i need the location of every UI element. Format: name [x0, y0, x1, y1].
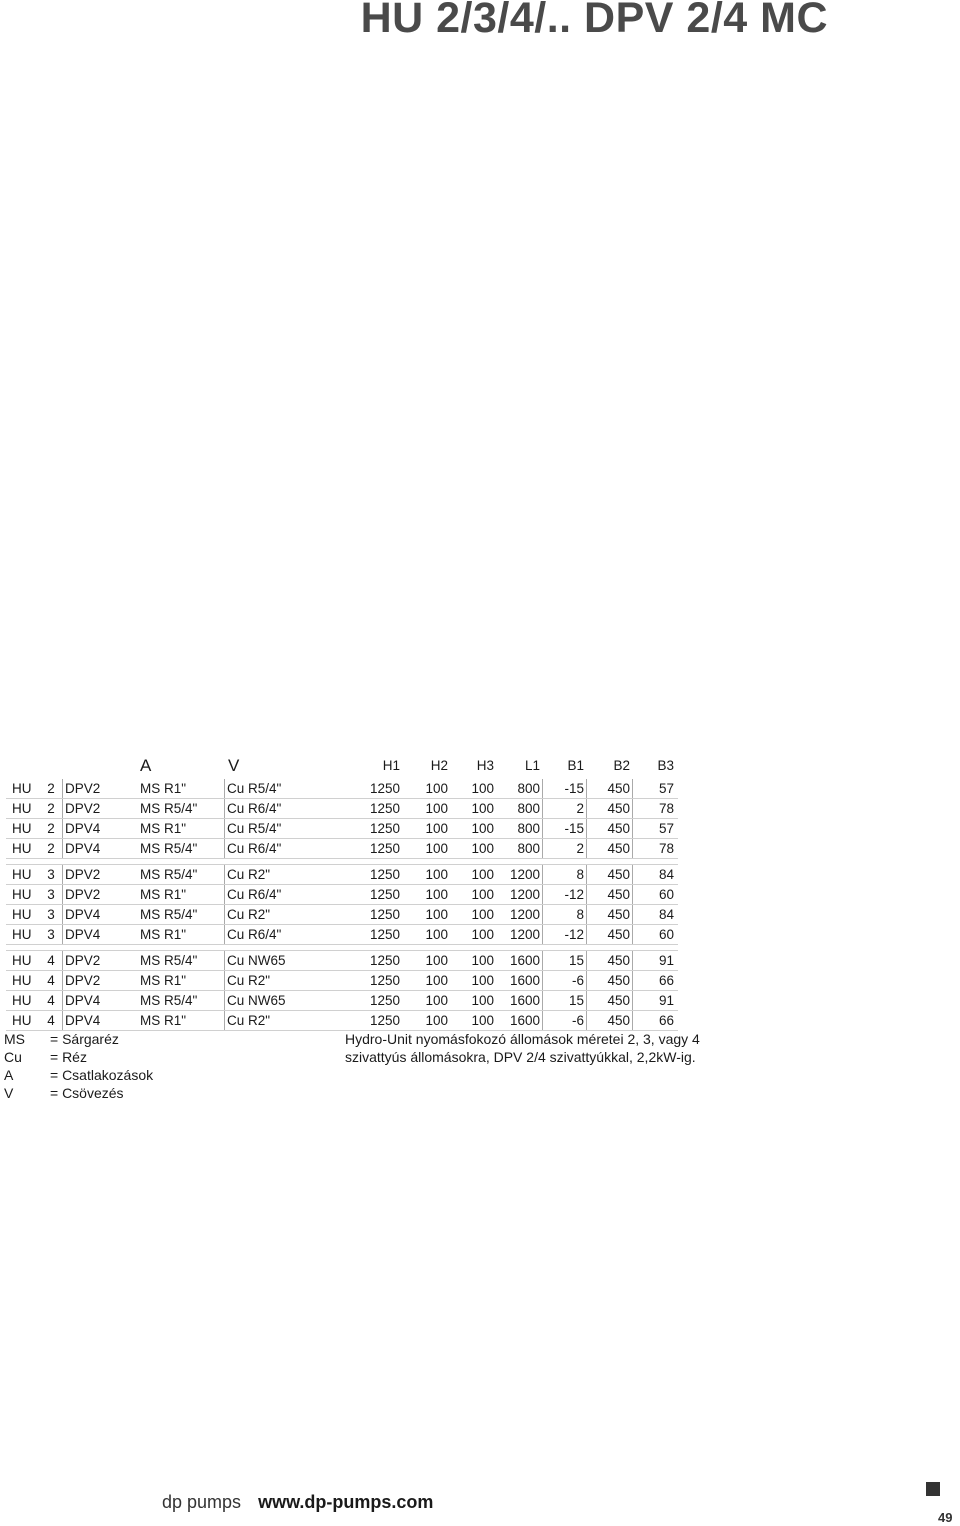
cell-b3: 66	[658, 1013, 674, 1028]
cell-b1: 15	[546, 951, 587, 970]
cell-h1: 1250	[369, 953, 400, 968]
cell-b2: 450	[590, 991, 633, 1010]
cell-h1: 1250	[369, 973, 400, 988]
cell-b2: 450	[590, 1011, 633, 1030]
cell-v: Cu NW65	[224, 951, 337, 970]
cell-a: MS R5/4"	[140, 993, 198, 1008]
cell-a: MS R1"	[140, 887, 187, 902]
cell-v: Cu R2"	[224, 905, 337, 924]
cell-h2: 100	[425, 821, 448, 836]
cell-b1: -6	[546, 971, 587, 990]
cell-b3: 91	[658, 953, 674, 968]
legend-item	[4, 1048, 174, 1066]
cell-h2: 100	[425, 907, 448, 922]
table-row	[6, 1011, 678, 1031]
cell-l1: 1200	[496, 885, 543, 904]
cell-h3: 100	[471, 781, 494, 796]
cell-l1: 1200	[496, 865, 543, 884]
cell-b1: -12	[546, 925, 587, 944]
cell-n: 3	[47, 907, 55, 922]
cell-b3: 91	[658, 993, 674, 1008]
cell-n: 2	[47, 801, 55, 816]
cell-h3: 100	[471, 867, 494, 882]
page-title: HU 2/3/4/.. DPV 2/4 MC	[360, 0, 828, 42]
cell-h1: 1250	[369, 821, 400, 836]
legend-item	[4, 1066, 174, 1084]
cell-v: Cu R2"	[224, 865, 337, 884]
table-row	[6, 905, 678, 925]
cell-h1: 1250	[369, 927, 400, 942]
legend-definition: = Réz	[50, 1049, 87, 1065]
cell-h1: 1250	[369, 867, 400, 882]
cell-pump: DPV2	[62, 885, 139, 904]
cell-unit: HU	[12, 927, 32, 942]
cell-b2: 450	[590, 799, 633, 818]
column-header-h1: H1	[382, 758, 400, 773]
cell-h3: 100	[471, 907, 494, 922]
legend-abbr: A	[4, 1067, 14, 1083]
column-header-h3: H3	[476, 758, 494, 773]
cell-b2: 450	[590, 951, 633, 970]
footer-brand: dp pumps	[162, 1492, 242, 1512]
cell-v: Cu NW65	[224, 991, 337, 1010]
dimensions-table	[6, 752, 678, 1031]
cell-n: 2	[47, 821, 55, 836]
page-number: 49	[938, 1510, 953, 1525]
cell-pump: DPV2	[62, 779, 139, 798]
cell-h1: 1250	[369, 993, 400, 1008]
legend-abbr: MS	[4, 1031, 25, 1047]
cell-unit: HU	[12, 1013, 32, 1028]
cell-h2: 100	[425, 801, 448, 816]
cell-unit: HU	[12, 841, 32, 856]
table-row	[6, 991, 678, 1011]
cell-b2: 450	[590, 925, 633, 944]
cell-b1: -6	[546, 1011, 587, 1030]
cell-b3: 57	[658, 821, 674, 836]
cell-h2: 100	[425, 841, 448, 856]
cell-v: Cu R2"	[224, 971, 337, 990]
cell-h2: 100	[425, 867, 448, 882]
cell-a: MS R5/4"	[140, 867, 198, 882]
column-header-l1: L1	[524, 758, 540, 773]
cell-b2: 450	[590, 779, 633, 798]
cell-n: 2	[47, 781, 55, 796]
cell-a: MS R1"	[140, 973, 187, 988]
cell-unit: HU	[12, 781, 32, 796]
cell-l1: 1600	[496, 951, 543, 970]
cell-l1: 1200	[496, 925, 543, 944]
cell-unit: HU	[12, 887, 32, 902]
cell-b1: 8	[546, 865, 587, 884]
cell-b3: 78	[658, 841, 674, 856]
cell-b3: 84	[658, 907, 674, 922]
legend-definition: = Csövezés	[50, 1085, 124, 1101]
table-row	[6, 819, 678, 839]
cell-l1: 1600	[496, 1011, 543, 1030]
cell-a: MS R5/4"	[140, 801, 198, 816]
cell-h2: 100	[425, 781, 448, 796]
cell-v: Cu R6/4"	[224, 839, 337, 858]
cell-unit: HU	[12, 993, 32, 1008]
cell-n: 3	[47, 867, 55, 882]
cell-l1: 800	[496, 799, 543, 818]
cell-v: Cu R5/4"	[224, 779, 337, 798]
cell-b1: 8	[546, 905, 587, 924]
cell-v: Cu R2"	[224, 1011, 337, 1030]
cell-h1: 1250	[369, 907, 400, 922]
cell-h3: 100	[471, 821, 494, 836]
cell-h2: 100	[425, 1013, 448, 1028]
cell-h1: 1250	[369, 781, 400, 796]
cell-b2: 450	[590, 865, 633, 884]
cell-a: MS R1"	[140, 927, 187, 942]
cell-l1: 1600	[496, 991, 543, 1010]
cell-unit: HU	[12, 867, 32, 882]
cell-unit: HU	[12, 973, 32, 988]
cell-n: 4	[47, 973, 55, 988]
legend-item	[4, 1084, 174, 1102]
cell-h1: 1250	[369, 801, 400, 816]
table-row	[6, 885, 678, 905]
cell-a: MS R5/4"	[140, 907, 198, 922]
corner-square-icon	[926, 1482, 940, 1496]
cell-h3: 100	[471, 953, 494, 968]
legend-abbr: Cu	[4, 1049, 22, 1065]
cell-v: Cu R6/4"	[224, 925, 337, 944]
cell-l1: 800	[496, 819, 543, 838]
column-header-b3: B3	[657, 758, 674, 773]
table-row	[6, 799, 678, 819]
cell-b1: -15	[546, 779, 587, 798]
cell-h2: 100	[425, 887, 448, 902]
cell-n: 4	[47, 1013, 55, 1028]
cell-b1: -12	[546, 885, 587, 904]
cell-b1: 15	[546, 991, 587, 1010]
cell-b3: 84	[658, 867, 674, 882]
cell-l1: 800	[496, 839, 543, 858]
cell-l1: 1600	[496, 971, 543, 990]
description-text: Hydro-Unit nyomásfokozó állomások méretei 2, 3, vagy 4 szivattyús állomásokra, DPV 2/4 szivattyúkkal, 2,2kW-ig.	[345, 1031, 700, 1065]
table-row	[6, 839, 678, 859]
cell-b2: 450	[590, 839, 633, 858]
cell-h2: 100	[425, 993, 448, 1008]
cell-a: MS R5/4"	[140, 841, 198, 856]
cell-b2: 450	[590, 819, 633, 838]
cell-pump: DPV4	[62, 839, 139, 858]
cell-b1: 2	[546, 839, 587, 858]
column-header-h2: H2	[430, 758, 448, 773]
cell-b3: 60	[658, 927, 674, 942]
table-row	[6, 925, 678, 945]
footer-url[interactable]: www.dp-pumps.com	[258, 1492, 434, 1512]
cell-a: MS R1"	[140, 781, 187, 796]
legend-item	[4, 1030, 174, 1048]
cell-b2: 450	[590, 905, 633, 924]
table-row	[6, 951, 678, 971]
cell-h2: 100	[425, 973, 448, 988]
cell-pump: DPV4	[62, 925, 139, 944]
cell-b3: 60	[658, 887, 674, 902]
column-header-b1: B1	[567, 758, 584, 773]
column-header-v: V	[228, 756, 240, 775]
cell-unit: HU	[12, 801, 32, 816]
cell-unit: HU	[12, 907, 32, 922]
cell-h3: 100	[471, 993, 494, 1008]
cell-pump: DPV2	[62, 951, 139, 970]
table-header-row	[6, 752, 678, 779]
cell-n: 4	[47, 953, 55, 968]
cell-n: 3	[47, 927, 55, 942]
table-row	[6, 779, 678, 799]
cell-pump: DPV2	[62, 971, 139, 990]
cell-h2: 100	[425, 953, 448, 968]
legend-definition: = Sárgaréz	[50, 1031, 119, 1047]
cell-unit: HU	[12, 953, 32, 968]
table-row	[6, 865, 678, 885]
cell-b3: 78	[658, 801, 674, 816]
cell-h3: 100	[471, 973, 494, 988]
cell-b1: -15	[546, 819, 587, 838]
cell-pump: DPV4	[62, 1011, 139, 1030]
cell-h3: 100	[471, 927, 494, 942]
cell-h1: 1250	[369, 1013, 400, 1028]
table-body	[6, 779, 678, 1031]
cell-h3: 100	[471, 887, 494, 902]
legend-definition: = Csatlakozások	[50, 1067, 154, 1083]
cell-b1: 2	[546, 799, 587, 818]
cell-unit: HU	[12, 821, 32, 836]
cell-pump: DPV4	[62, 991, 139, 1010]
cell-a: MS R1"	[140, 821, 187, 836]
cell-n: 4	[47, 993, 55, 1008]
cell-h1: 1250	[369, 887, 400, 902]
cell-l1: 1200	[496, 905, 543, 924]
cell-b2: 450	[590, 971, 633, 990]
cell-n: 3	[47, 887, 55, 902]
cell-h2: 100	[425, 927, 448, 942]
cell-v: Cu R6/4"	[224, 885, 337, 904]
column-header-a: A	[140, 756, 152, 775]
column-header-b2: B2	[613, 758, 630, 773]
cell-b3: 57	[658, 781, 674, 796]
footer	[162, 1492, 433, 1513]
cell-n: 2	[47, 841, 55, 856]
legend-abbr: V	[4, 1085, 14, 1101]
legend	[4, 1030, 174, 1102]
cell-h3: 100	[471, 841, 494, 856]
cell-pump: DPV4	[62, 905, 139, 924]
table-row	[6, 971, 678, 991]
cell-pump: DPV4	[62, 819, 139, 838]
cell-a: MS R1"	[140, 1013, 187, 1028]
cell-h3: 100	[471, 801, 494, 816]
cell-pump: DPV2	[62, 799, 139, 818]
cell-v: Cu R5/4"	[224, 819, 337, 838]
cell-h1: 1250	[369, 841, 400, 856]
cell-v: Cu R6/4"	[224, 799, 337, 818]
cell-pump: DPV2	[62, 865, 139, 884]
cell-a: MS R5/4"	[140, 953, 198, 968]
cell-b3: 66	[658, 973, 674, 988]
cell-l1: 800	[496, 779, 543, 798]
cell-b2: 450	[590, 885, 633, 904]
cell-h3: 100	[471, 1013, 494, 1028]
